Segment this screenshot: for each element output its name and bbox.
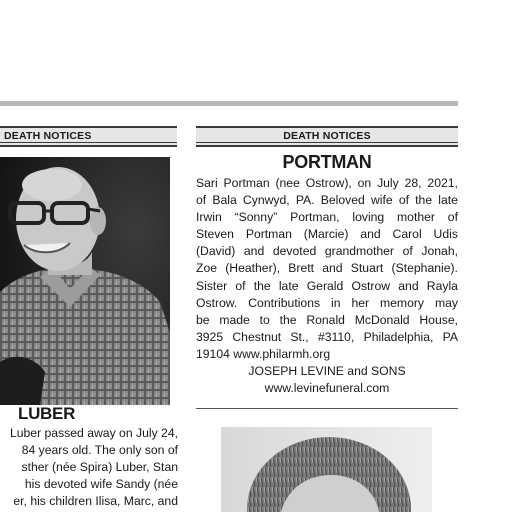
word: Bala [212, 193, 237, 208]
word: Ostrow), [305, 176, 352, 190]
text-line: his devoted wife Sandy (née [24, 476, 178, 491]
text-line [196, 192, 458, 209]
text-line: er, his children Ilisa, Marc, and [13, 493, 178, 508]
word: of [447, 210, 458, 225]
word: “Sonny” [234, 210, 278, 225]
top-rule [0, 101, 458, 106]
word: Philadelphia, [363, 329, 434, 344]
word: #3110, [317, 329, 355, 344]
word: of [398, 193, 409, 208]
text-line: Luber passed away on July 24, [9, 426, 178, 440]
notice-divider [196, 408, 458, 409]
word: memory [380, 295, 425, 310]
header-label-left: DEATH NOTICES [4, 130, 92, 142]
word: (Marcie) [303, 227, 349, 242]
text-line [196, 175, 458, 192]
word: Portman [245, 227, 292, 242]
word: 3925 [196, 329, 224, 344]
word: (nee [275, 176, 300, 190]
word: July [377, 176, 399, 190]
word: Udis [433, 227, 458, 242]
word: Zoe [196, 261, 218, 276]
text-line: 19104 www.philarmh.org [196, 346, 331, 361]
text-line [196, 226, 458, 243]
word: of [402, 244, 413, 259]
word: wife [370, 193, 393, 208]
text-line [196, 295, 458, 312]
word: 2021, [427, 176, 458, 190]
word: (Heather), [225, 261, 281, 276]
word: loving [352, 210, 385, 225]
text-line [196, 278, 458, 295]
word: of [235, 278, 246, 293]
text-line [196, 209, 458, 226]
word: late [438, 193, 458, 208]
word: Sister [196, 278, 228, 293]
word: the [253, 278, 271, 293]
word: (David) [196, 244, 236, 259]
obituary-photo-next [221, 427, 432, 512]
text-line [196, 312, 458, 329]
word: Rayla [426, 278, 458, 293]
word: Stuart [350, 261, 384, 276]
text-line [196, 260, 458, 277]
word: PA. [295, 193, 315, 208]
word: Brett [288, 261, 315, 276]
word: McDonald [354, 312, 410, 327]
word: Cynwyd, [242, 193, 290, 208]
word: grandmother [324, 244, 394, 259]
word: Sari [196, 176, 218, 190]
word: (Stephanie). [391, 261, 458, 276]
word: late [278, 278, 299, 293]
word: 28, [404, 176, 422, 190]
word: PA [442, 329, 458, 344]
word: to [259, 312, 270, 327]
word: Ostrow [351, 278, 391, 293]
word: Portman, [290, 210, 340, 225]
word: and [398, 278, 419, 293]
funeral-home-name: JOSEPH LEVINE and SONS [248, 364, 406, 379]
word: her [351, 295, 370, 310]
word: and [360, 227, 381, 242]
word: be [196, 312, 210, 327]
portrait-woman-image [221, 427, 432, 512]
word: the [415, 193, 433, 208]
word: Ronald [306, 312, 345, 327]
obituary-photo-luber [0, 157, 170, 405]
word: Beloved [320, 193, 365, 208]
text-line: sther (née Spira) Luber, Stan [21, 459, 178, 474]
funeral-home-url[interactable]: www.levinefuneral.com [264, 381, 390, 396]
word: St., [290, 329, 309, 344]
obituary-text-luber [0, 425, 178, 510]
word: Contributions [248, 295, 321, 310]
portrait-man-image [0, 157, 170, 405]
word: Ostrow. [196, 295, 238, 310]
word: Carol [392, 227, 422, 242]
text-line [196, 243, 458, 260]
text-line: 84 years old. The only son of [21, 442, 178, 457]
obituary-name-portman: PORTMAN [282, 152, 372, 172]
word: House, [419, 312, 458, 327]
header-label-right: DEATH NOTICES [283, 129, 371, 142]
word: on [357, 176, 372, 190]
word: Chestnut [232, 329, 282, 344]
obituary-name-luber: LUBER [18, 404, 76, 423]
word: the [279, 312, 297, 327]
word: Steven [196, 227, 234, 242]
word: mother [397, 210, 435, 225]
word: Gerald [306, 278, 344, 293]
word: devoted [272, 244, 317, 259]
obituary-text-portman [196, 175, 458, 397]
word: Portman [223, 176, 270, 190]
word: and [243, 244, 265, 259]
death-notices-header-right [196, 126, 458, 147]
death-notices-header-left [0, 126, 177, 147]
word: may [434, 295, 458, 310]
word: made [219, 312, 250, 327]
word: in [331, 295, 341, 310]
text-line [196, 329, 458, 346]
word: of [196, 193, 207, 208]
word: Jonah, [421, 244, 458, 259]
word: and [322, 261, 343, 276]
word: Irwin [196, 210, 222, 225]
